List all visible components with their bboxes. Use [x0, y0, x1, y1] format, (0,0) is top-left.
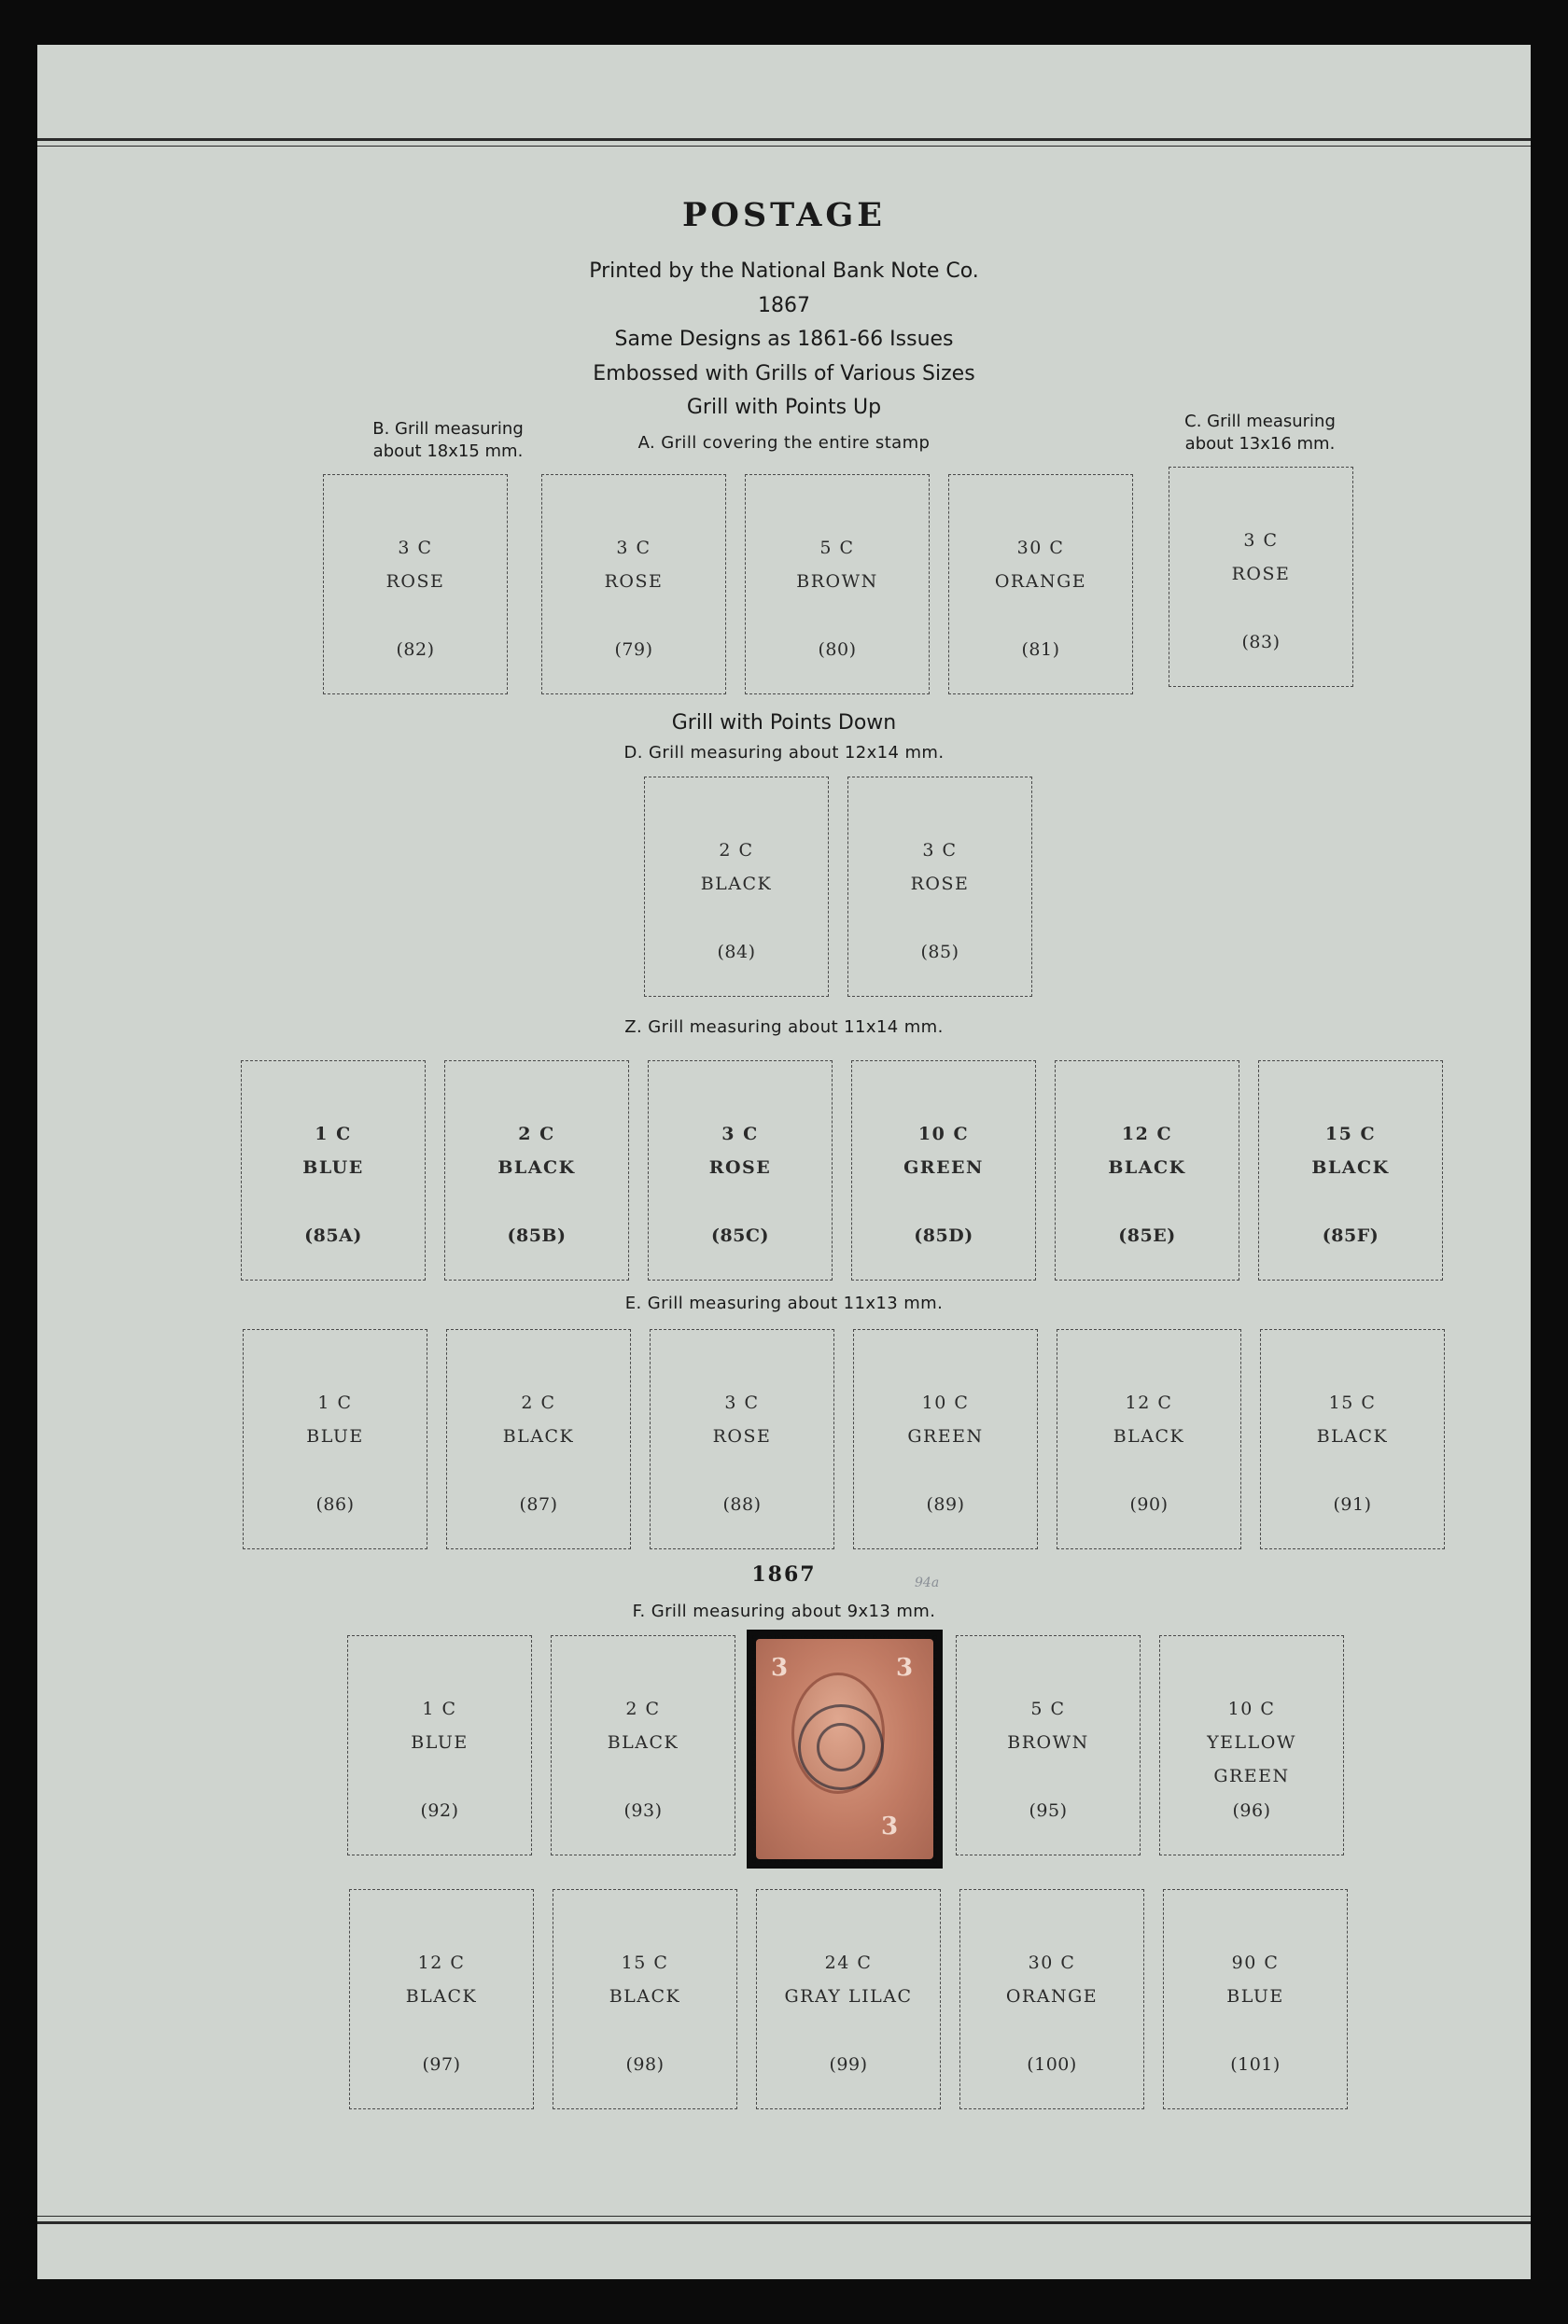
stamp-space-description: [852, 1117, 1035, 1184]
stamp-space[interactable]: [853, 1329, 1038, 1549]
album-page: [37, 45, 1531, 2279]
stamp-cancel-ring-inner: [817, 1723, 865, 1771]
stamp-space[interactable]: [1258, 1060, 1443, 1281]
stamp-space-description: [244, 1386, 427, 1453]
designs-line: Same Designs as 1861-66 Issues: [614, 328, 954, 351]
stamp-space-color: ROSE: [385, 571, 445, 592]
stamp-space-description: [1259, 1117, 1442, 1184]
stamp-denomination-bottom: 3: [881, 1813, 899, 1841]
stamp-space-color: ROSE: [604, 571, 664, 592]
stamp-space-value: 12 C: [1125, 1393, 1173, 1413]
section-d-caption: D. Grill measuring about 12x14 mm.: [623, 743, 945, 763]
stamp-space-catalog-number: (96): [1232, 1800, 1271, 1821]
stamp-space-catalog-number: (85D): [914, 1225, 973, 1246]
stamp-space-value: 10 C: [917, 1124, 970, 1144]
stamp-space[interactable]: [644, 777, 829, 997]
stamp-space-description: [553, 1946, 736, 2013]
stamp-space-catalog-number: (93): [623, 1800, 663, 1821]
stamp-space-catalog-number: (86): [315, 1494, 355, 1515]
page-title: POSTAGE: [682, 196, 886, 234]
stamp-space-description: [542, 531, 725, 598]
stamp-space-description: [552, 1692, 735, 1759]
stamp-space-catalog-number: (79): [614, 639, 653, 660]
section-b-caption: B. Grill measuring about 18x15 mm.: [372, 419, 524, 461]
stamp-space-description: [1160, 1692, 1343, 1793]
stamp-space-color: BLUE: [1226, 1986, 1284, 2007]
stamp-space-value: 2 C: [625, 1699, 661, 1719]
stamp-space[interactable]: [847, 777, 1032, 997]
section-e-caption: E. Grill measuring about 11x13 mm.: [624, 1294, 944, 1313]
points-down-heading: Grill with Points Down: [671, 711, 897, 735]
embossed-line: Embossed with Grills of Various Sizes: [593, 362, 975, 385]
section-f-year: 1867: [751, 1562, 817, 1587]
stamp-space-value: 3 C: [922, 840, 958, 861]
stamp-denomination-right: 3: [896, 1654, 914, 1682]
stamp-space-description: [651, 1386, 833, 1453]
stamp-space[interactable]: [541, 474, 726, 694]
stamp-space-color: BLUE: [302, 1157, 364, 1178]
stamp-space-value: 12 C: [417, 1953, 466, 1973]
stamp-space[interactable]: [1057, 1329, 1241, 1549]
top-border-rule: [37, 138, 1531, 141]
stamp-space-value: 5 C: [1030, 1699, 1066, 1719]
stamp-space-value: 15 C: [1324, 1124, 1377, 1144]
stamp-space-catalog-number: (91): [1333, 1494, 1372, 1515]
stamp-space[interactable]: [948, 474, 1133, 694]
stamp-space-catalog-number: (95): [1029, 1800, 1068, 1821]
stamp-space-value: 30 C: [1016, 538, 1065, 558]
stamp-space-catalog-number: (97): [422, 2054, 461, 2075]
stamp-space-color: ORANGE: [994, 571, 1087, 592]
stamp-space-description: [242, 1117, 425, 1184]
stamp-space-value: 15 C: [621, 1953, 669, 1973]
stamp-space-description: [445, 1117, 628, 1184]
stamp-denomination-left: 3: [771, 1654, 789, 1682]
stamp-space[interactable]: [446, 1329, 631, 1549]
stamp-space-color: BLACK: [700, 874, 773, 894]
stamp-space-color: GREEN: [907, 1426, 984, 1447]
stamp-space-catalog-number: (84): [717, 942, 756, 962]
stamp-space-color2: GREEN: [1213, 1766, 1290, 1786]
stamp-space-description: [757, 1946, 940, 2013]
stamp-space[interactable]: [650, 1329, 834, 1549]
stamp-space-value: 10 C: [1227, 1699, 1276, 1719]
stamp-space[interactable]: [959, 1889, 1144, 2109]
bottom-border-rule-thin: [37, 2216, 1531, 2217]
stamp-space-value: 2 C: [518, 1124, 555, 1144]
stamp-space-catalog-number: (101): [1230, 2054, 1281, 2075]
stamp-space-color: BROWN: [1007, 1732, 1089, 1753]
section-f-caption: F. Grill measuring about 9x13 mm.: [632, 1602, 936, 1621]
stamp-space-value: 1 C: [315, 1124, 352, 1144]
stamp-space[interactable]: [956, 1635, 1141, 1855]
stamp-space[interactable]: [551, 1635, 735, 1855]
stamp-space-color: BLACK: [502, 1426, 575, 1447]
stamp-space-description: [1261, 1386, 1444, 1453]
stamp-space-description: [324, 531, 507, 598]
stamp-space-color: YELLOW: [1207, 1732, 1296, 1753]
stamp-space-catalog-number: (85A): [304, 1225, 362, 1246]
stamp-space-color: ROSE: [1231, 564, 1291, 584]
stamp-space[interactable]: [1159, 1635, 1344, 1855]
stamp-space-catalog-number: (87): [519, 1494, 558, 1515]
stamp-space-color: BROWN: [796, 571, 878, 592]
stamp-space-value: 1 C: [317, 1393, 353, 1413]
stamp-space-color: BLUE: [306, 1426, 364, 1447]
stamp-space-catalog-number: (85B): [507, 1225, 567, 1246]
stamp-space-color: BLACK: [405, 1986, 478, 2007]
stamp-space-value: 12 C: [1121, 1124, 1173, 1144]
stamp-space-value: 24 C: [824, 1953, 873, 1973]
section-a-caption: A. Grill covering the entire stamp: [637, 433, 931, 453]
stamp-space[interactable]: [851, 1060, 1036, 1281]
stamp-space-catalog-number: (85C): [710, 1225, 770, 1246]
stamp-space[interactable]: [444, 1060, 629, 1281]
stamp-space-catalog-number: (88): [722, 1494, 762, 1515]
stamp-space-catalog-number: (98): [625, 2054, 665, 2075]
stamp-space-description: [1164, 1946, 1347, 2013]
stamp-space-description: [447, 1386, 630, 1453]
stamp-space-color: BLACK: [1108, 1157, 1186, 1178]
stamp-space-catalog-number: (99): [829, 2054, 868, 2075]
points-up-heading: Grill with Points Up: [686, 396, 882, 419]
stamp-space-color: ORANGE: [1005, 1986, 1099, 2007]
stamp-space-value: 3 C: [398, 538, 433, 558]
year-line: 1867: [758, 294, 810, 317]
stamp-space-description: [960, 1946, 1143, 2013]
stamp-space-description: [957, 1692, 1140, 1759]
stamp-space-description: [1169, 524, 1352, 591]
stamp-space-color: BLACK: [497, 1157, 576, 1178]
stamp-space-value: 1 C: [422, 1699, 457, 1719]
stamp-space-value: 15 C: [1328, 1393, 1377, 1413]
stamp-space-value: 3 C: [616, 538, 651, 558]
stamp-space-value: 30 C: [1028, 1953, 1076, 1973]
stamp-space-color: BLACK: [1316, 1426, 1389, 1447]
stamp-space[interactable]: [243, 1329, 427, 1549]
stamp-space[interactable]: [1260, 1329, 1445, 1549]
stamp-space-color: ROSE: [708, 1157, 772, 1178]
stamp-space-value: 3 C: [721, 1124, 759, 1144]
stamp-space-catalog-number: (85F): [1322, 1225, 1379, 1246]
stamp-space-description: [1057, 1386, 1240, 1453]
section-z-caption: Z. Grill measuring about 11x14 mm.: [624, 1017, 944, 1037]
bottom-border-rule: [37, 2221, 1531, 2224]
stamp-space-value: 90 C: [1231, 1953, 1280, 1973]
stamp-space-value: 2 C: [719, 840, 754, 861]
stamp-space[interactable]: [241, 1060, 426, 1281]
stamp-space-color: ROSE: [712, 1426, 772, 1447]
stamp-space-description: [746, 531, 929, 598]
stamp-space-value: 3 C: [1243, 530, 1279, 551]
stamp-space-description: [1056, 1117, 1239, 1184]
stamp-space[interactable]: [323, 474, 508, 694]
pencil-note: 94a: [915, 1575, 940, 1590]
stamp-space[interactable]: [1163, 1889, 1348, 2109]
stamp-space-description: [854, 1386, 1037, 1453]
stamp-space[interactable]: [347, 1635, 532, 1855]
stamp-space-catalog-number: (81): [1021, 639, 1060, 660]
top-border-rule-thin: [37, 146, 1531, 147]
stamp-space-catalog-number: (85): [920, 942, 959, 962]
stamp-space[interactable]: [349, 1889, 534, 2109]
stamp-space-description: [348, 1692, 531, 1759]
stamp-space-description: [649, 1117, 832, 1184]
stamp-space[interactable]: [553, 1889, 737, 2109]
stamp-3c-rose-f-grill[interactable]: [747, 1630, 943, 1869]
stamp-space-catalog-number: (85E): [1118, 1225, 1176, 1246]
stamp-space[interactable]: [1055, 1060, 1239, 1281]
stamp-space-color: ROSE: [910, 874, 970, 894]
stamp-space-value: 10 C: [921, 1393, 970, 1413]
printer-line: Printed by the National Bank Note Co.: [589, 259, 979, 283]
stamp-space-value: 5 C: [819, 538, 855, 558]
stamp-space-color: GRAY LILAC: [784, 1986, 913, 2007]
stamp-space-catalog-number: (80): [818, 639, 857, 660]
section-c-caption: C. Grill measuring about 13x16 mm.: [1184, 412, 1336, 454]
stamp-space-catalog-number: (92): [420, 1800, 459, 1821]
stamp-space[interactable]: [745, 474, 930, 694]
stamp-space-value: 3 C: [724, 1393, 760, 1413]
stamp-space-description: [350, 1946, 533, 2013]
stamp-space[interactable]: [756, 1889, 941, 2109]
stamp-space-description: [645, 833, 828, 901]
stamp-space-color: BLACK: [607, 1732, 679, 1753]
stamp-space-catalog-number: (89): [926, 1494, 965, 1515]
stamp-space-value: 2 C: [521, 1393, 556, 1413]
stamp-space-color: BLACK: [1311, 1157, 1390, 1178]
stamp-space[interactable]: [1169, 467, 1353, 687]
stamp-space[interactable]: [648, 1060, 833, 1281]
stamp-space-catalog-number: (83): [1241, 632, 1281, 652]
stamp-space-color: BLACK: [609, 1986, 681, 2007]
stamp-space-catalog-number: (82): [396, 639, 435, 660]
stamp-space-color: BLACK: [1113, 1426, 1185, 1447]
stamp-space-description: [949, 531, 1132, 598]
stamp-space-description: [848, 833, 1031, 901]
stamp-space-color: BLUE: [411, 1732, 469, 1753]
stamp-space-catalog-number: (100): [1027, 2054, 1077, 2075]
stamp-space-color: GREEN: [903, 1157, 984, 1178]
stamp-space-catalog-number: (90): [1129, 1494, 1169, 1515]
